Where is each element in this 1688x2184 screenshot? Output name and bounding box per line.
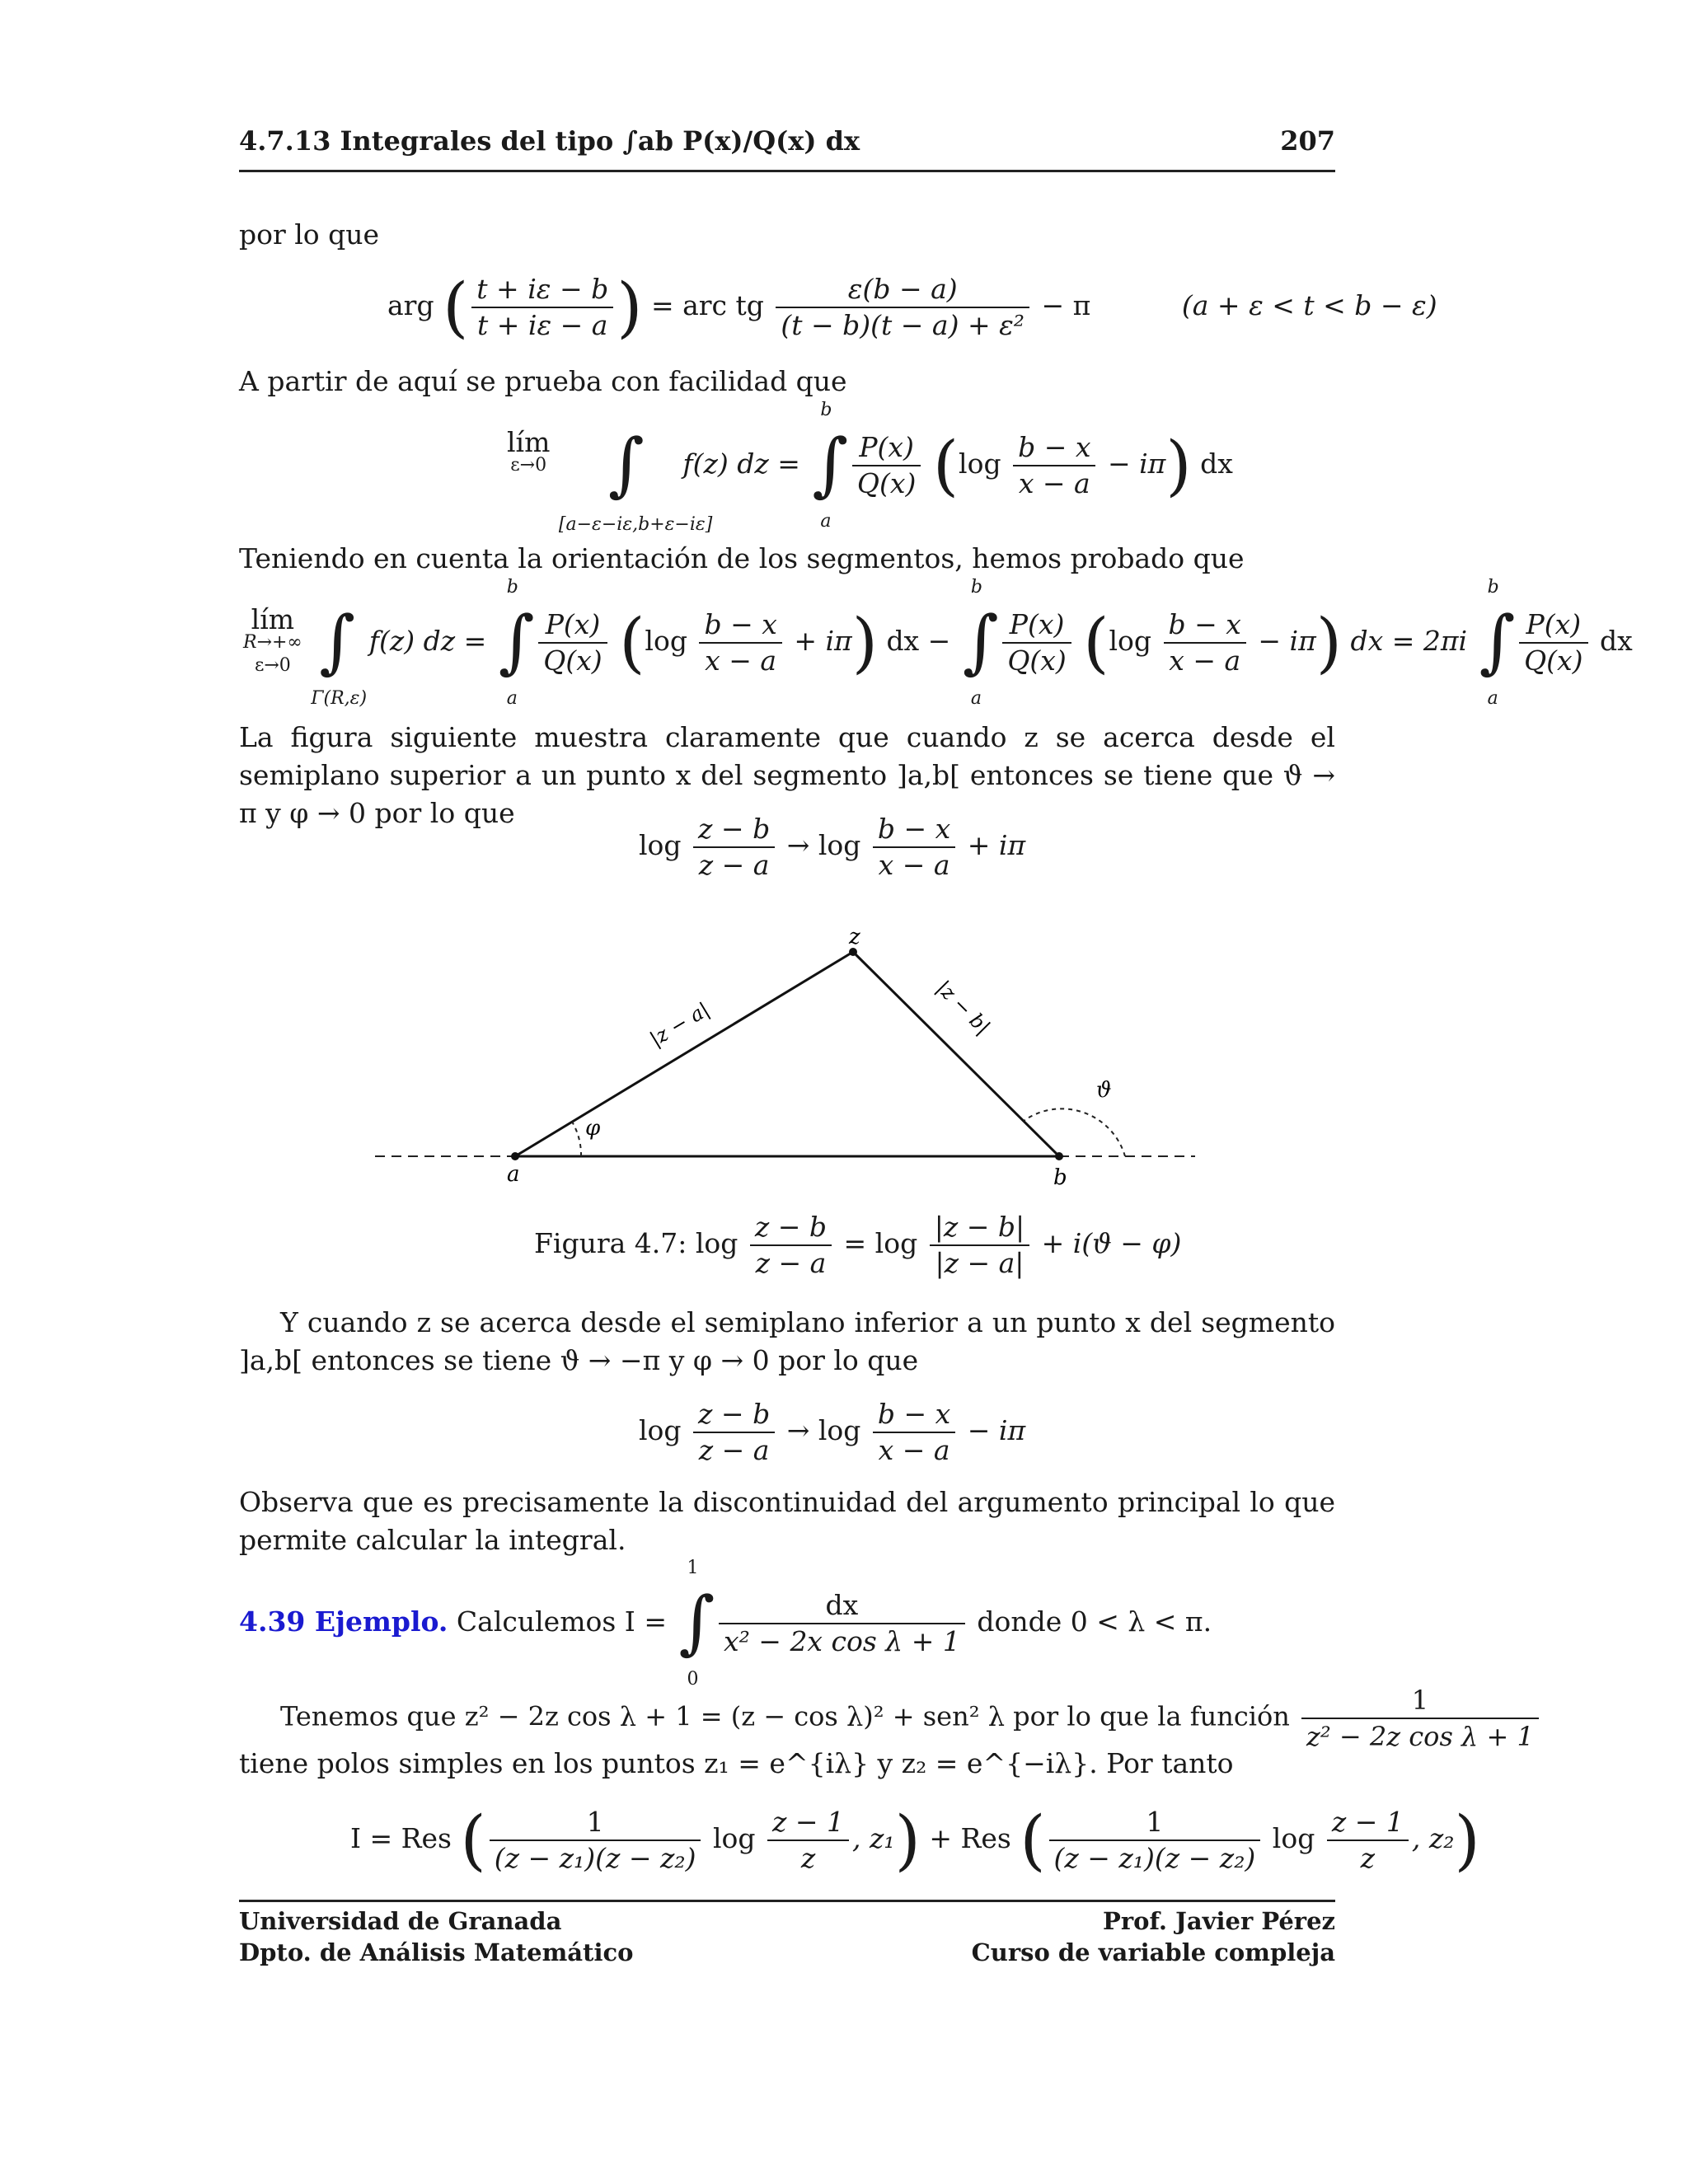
caption-text: = log (843, 1227, 918, 1259)
eq-text: → log (786, 829, 861, 861)
triangle-figure (239, 919, 1335, 1199)
lower-limit: a (820, 511, 832, 532)
denominator: x − a (878, 849, 950, 881)
footer-university: Universidad de Granada (239, 1907, 562, 1935)
fraction (693, 812, 775, 883)
lim-sub: ε→0 (510, 455, 547, 476)
paren: ( (1020, 1802, 1046, 1878)
integral: b ∫ a (1479, 577, 1516, 709)
eq-text: → log (786, 1414, 861, 1446)
numerator: b − x (873, 812, 955, 848)
numerator: P(x) (852, 430, 921, 466)
denominator: (t − b)(t − a) + ε² (781, 309, 1025, 341)
eq-text: + Res (929, 1822, 1011, 1854)
fraction (873, 812, 955, 883)
paren: ) (851, 604, 878, 681)
paragraph-7-line-1 (280, 1683, 1542, 1754)
integral: 1 ∫ 0 (678, 1558, 715, 1690)
numerator: z − b (750, 1210, 832, 1246)
integral: ∫ [a−ε−iε,b+ε−iε] (558, 424, 713, 535)
paren: ) (894, 1802, 921, 1878)
fraction (693, 1397, 775, 1468)
fraction (1164, 607, 1246, 678)
numerator: 1 (490, 1805, 701, 1841)
numerator: 1 (1049, 1805, 1261, 1841)
lower-limit: a (970, 688, 982, 709)
fraction (538, 607, 607, 678)
fraction (471, 272, 613, 343)
example-label: 4.39 Ejemplo. (239, 1605, 448, 1638)
numerator: b − x (1164, 607, 1246, 644)
lower-limit: a (1487, 688, 1498, 709)
eq-text: + iπ (794, 625, 852, 657)
fraction (1013, 430, 1095, 501)
numerator: |z − b| (930, 1210, 1029, 1246)
fraction (767, 1805, 849, 1876)
eq-text: f(z) dz = (368, 625, 487, 657)
fraction (1519, 607, 1587, 678)
fraction (719, 1588, 965, 1659)
paren: ) (1315, 604, 1342, 681)
label-b: b (1053, 1165, 1067, 1190)
paragraph-2: A partir de aquí se prueba con facilidad que (239, 365, 847, 397)
numerator: z − 1 (1327, 1805, 1409, 1841)
footer-course: Curso de variable compleja (971, 1938, 1335, 1966)
eq-text: log (1272, 1822, 1315, 1854)
label-phi: φ (585, 1116, 601, 1141)
denominator: x² − 2x cos λ + 1 (723, 1625, 960, 1657)
upper-limit: b (506, 577, 518, 598)
numerator: P(x) (538, 607, 607, 644)
eq-text: , z₁ (852, 1822, 895, 1854)
paren: ( (1083, 604, 1109, 681)
label-z-minus-b: |z − b| (931, 976, 995, 1039)
paren: ) (1165, 427, 1192, 504)
paren: ( (932, 427, 959, 504)
integral: b ∫ a (812, 400, 849, 532)
upper-limit: b (970, 577, 982, 598)
integral: b ∫ a (962, 577, 999, 709)
page-number: 207 (1280, 125, 1335, 157)
equation-arg (387, 269, 1437, 345)
fraction (1327, 1805, 1409, 1876)
paren: ( (619, 604, 645, 681)
denominator: t + iε − a (477, 309, 608, 341)
denominator: z − a (698, 849, 770, 881)
label-theta: ϑ (1096, 1078, 1112, 1103)
fraction (750, 1210, 832, 1281)
segment-zb (853, 952, 1059, 1156)
fraction (852, 430, 921, 501)
paren: ) (1454, 1802, 1480, 1878)
denominator: x − a (1018, 467, 1090, 499)
eq-text: I = Res (350, 1822, 452, 1854)
numerator: 1 (1301, 1683, 1539, 1719)
label-a: a (507, 1162, 520, 1187)
eq-text: − π (1041, 289, 1091, 321)
numerator: t + iε − b (471, 272, 613, 308)
denominator: z (1360, 1842, 1376, 1874)
fraction (1049, 1805, 1261, 1876)
denominator: (z − z₁)(z − z₂) (494, 1842, 696, 1874)
eq-text: donde 0 < λ < π. (977, 1605, 1212, 1638)
eq-text: log (959, 448, 1001, 480)
eq-text: f(z) dz = (682, 448, 800, 480)
lim-text: lím (251, 603, 295, 635)
caption-text: Figura 4.7: log (534, 1227, 738, 1259)
denominator: z − a (755, 1247, 827, 1279)
eq-text: dx − (886, 625, 951, 657)
denominator: x − a (705, 644, 777, 677)
lower-limit: 0 (687, 1669, 699, 1690)
numerator: z − b (693, 1397, 775, 1433)
footer-author: Prof. Javier Pérez (1103, 1907, 1335, 1935)
upper-limit: b (820, 400, 832, 420)
eq-text: log (645, 625, 687, 657)
eq-text: arg (387, 289, 434, 321)
numerator: P(x) (1002, 607, 1071, 644)
fraction (1002, 607, 1071, 678)
eq-text: = arc tg (650, 289, 764, 321)
numerator: dx (719, 1588, 965, 1624)
eq-text: log (712, 1822, 756, 1854)
footer-right (972, 1905, 1335, 1968)
numerator: z − b (693, 812, 775, 848)
eq-text: − iπ (967, 1414, 1026, 1446)
eq-text: − iπ (1107, 448, 1166, 480)
paragraph-4: La figura siguiente muestra claramente que cuando z se acerca desde el semiplano superior a un punto x del segmento ]a,b[ entonces se tiene que ϑ → π y φ → 0 por lo que (239, 721, 1335, 829)
eq-text: dx (1600, 625, 1633, 657)
equation-limit-1 (507, 400, 1233, 535)
eq-text: log (639, 1414, 682, 1446)
denominator: x − a (1169, 644, 1241, 677)
paren: ) (617, 269, 643, 345)
paragraph-text: Tenemos que z² − 2z cos λ + 1 = (z − cos λ)² + sen² λ por lo que la función (280, 1700, 1290, 1732)
denominator: (z − z₁)(z − z₂) (1053, 1842, 1256, 1874)
upper-limit: b (1487, 577, 1499, 598)
eq-text: + iπ (967, 829, 1026, 861)
paragraph-3: Teniendo en cuenta la orientación de los segmentos, hemos probado que (239, 542, 1245, 574)
eq-text: log (1109, 625, 1152, 657)
fraction (930, 1210, 1029, 1281)
section-title: 4.7.13 Integrales del tipo ∫ab P(x)/Q(x) dx (239, 125, 860, 157)
denominator: Q(x) (1524, 644, 1583, 677)
integral-domain: Γ(R,ε) (311, 688, 368, 709)
paragraph-1: por lo que (239, 218, 380, 251)
numerator: z − 1 (767, 1805, 849, 1841)
eq-text: , z₂ (1411, 1822, 1455, 1854)
numerator: P(x) (1519, 607, 1587, 644)
equation-residues (350, 1802, 1480, 1878)
label-z-minus-a: |z − a| (645, 997, 714, 1052)
lim-sub: R→+∞ (243, 632, 302, 653)
paragraph-6: Observa que es precisamente la discontinuidad del argumento principal lo que permite calcular la integral. (239, 1486, 1335, 1556)
integral: ∫ Γ(R,ε) (311, 601, 368, 709)
equation-limit-2 (243, 577, 1633, 709)
example-4-39 (239, 1558, 1212, 1690)
paragraph-5: Y cuando z se acerca desde el semiplano inferior a un punto x del segmento ]a,b[ entonces se tiene ϑ → −π y φ → 0 por lo que (239, 1306, 1335, 1376)
caption-text: + i(ϑ − φ) (1041, 1227, 1182, 1259)
eq-text: dx (1200, 448, 1233, 480)
paren: ( (443, 269, 469, 345)
integral: b ∫ a (498, 577, 535, 709)
eq-condition: (a + ε < t < b − ε) (1181, 289, 1437, 321)
denominator: Q(x) (856, 467, 917, 499)
denominator: z (800, 1842, 816, 1874)
limit (507, 426, 551, 500)
lim-text: lím (507, 426, 551, 458)
upper-limit: 1 (687, 1558, 699, 1578)
numerator: b − x (873, 1397, 955, 1433)
segment-za (515, 952, 853, 1156)
integral-domain: [a−ε−iε,b+ε−iε] (558, 514, 713, 535)
denominator: |z − a| (935, 1247, 1025, 1279)
footer-department: Dpto. de Análisis Matemático (239, 1938, 634, 1966)
fraction (776, 272, 1029, 343)
denominator: Q(x) (1007, 644, 1067, 677)
denominator: x − a (878, 1434, 950, 1466)
eq-text: Calculemos I = (456, 1605, 667, 1638)
fraction (490, 1805, 701, 1876)
running-header (239, 124, 1335, 172)
equation-log-lower (639, 1397, 1025, 1468)
paren: ( (460, 1802, 486, 1878)
numerator: b − x (1013, 430, 1095, 466)
eq-text: log (639, 829, 682, 861)
paragraph-7-line-2: tiene polos simples en los puntos z₁ = e^{iλ} y z₂ = e^{−iλ}. Por tanto (239, 1747, 1234, 1779)
eq-text: dx = 2πi (1350, 625, 1468, 657)
numerator: ε(b − a) (776, 272, 1029, 308)
footer-left (239, 1905, 633, 1968)
fraction (1301, 1683, 1539, 1754)
label-z: z (849, 925, 860, 949)
numerator: b − x (699, 607, 781, 644)
denominator: z − a (698, 1434, 770, 1466)
denominator: z² − 2z cos λ + 1 (1306, 1721, 1534, 1752)
limit (243, 603, 302, 677)
fraction (699, 607, 781, 678)
denominator: Q(x) (543, 644, 603, 677)
eq-text: − iπ (1258, 625, 1316, 657)
lower-limit: a (506, 688, 518, 709)
fraction (873, 1397, 955, 1468)
angle-theta-arc (1024, 1108, 1125, 1156)
angle-phi-arc (572, 1122, 581, 1156)
equation-log-upper (639, 812, 1025, 883)
lim-sub: ε→0 (254, 655, 291, 676)
page-footer (239, 1900, 1335, 1966)
point-b (1055, 1152, 1063, 1160)
figure-caption (534, 1210, 1181, 1281)
point-a (511, 1152, 519, 1160)
